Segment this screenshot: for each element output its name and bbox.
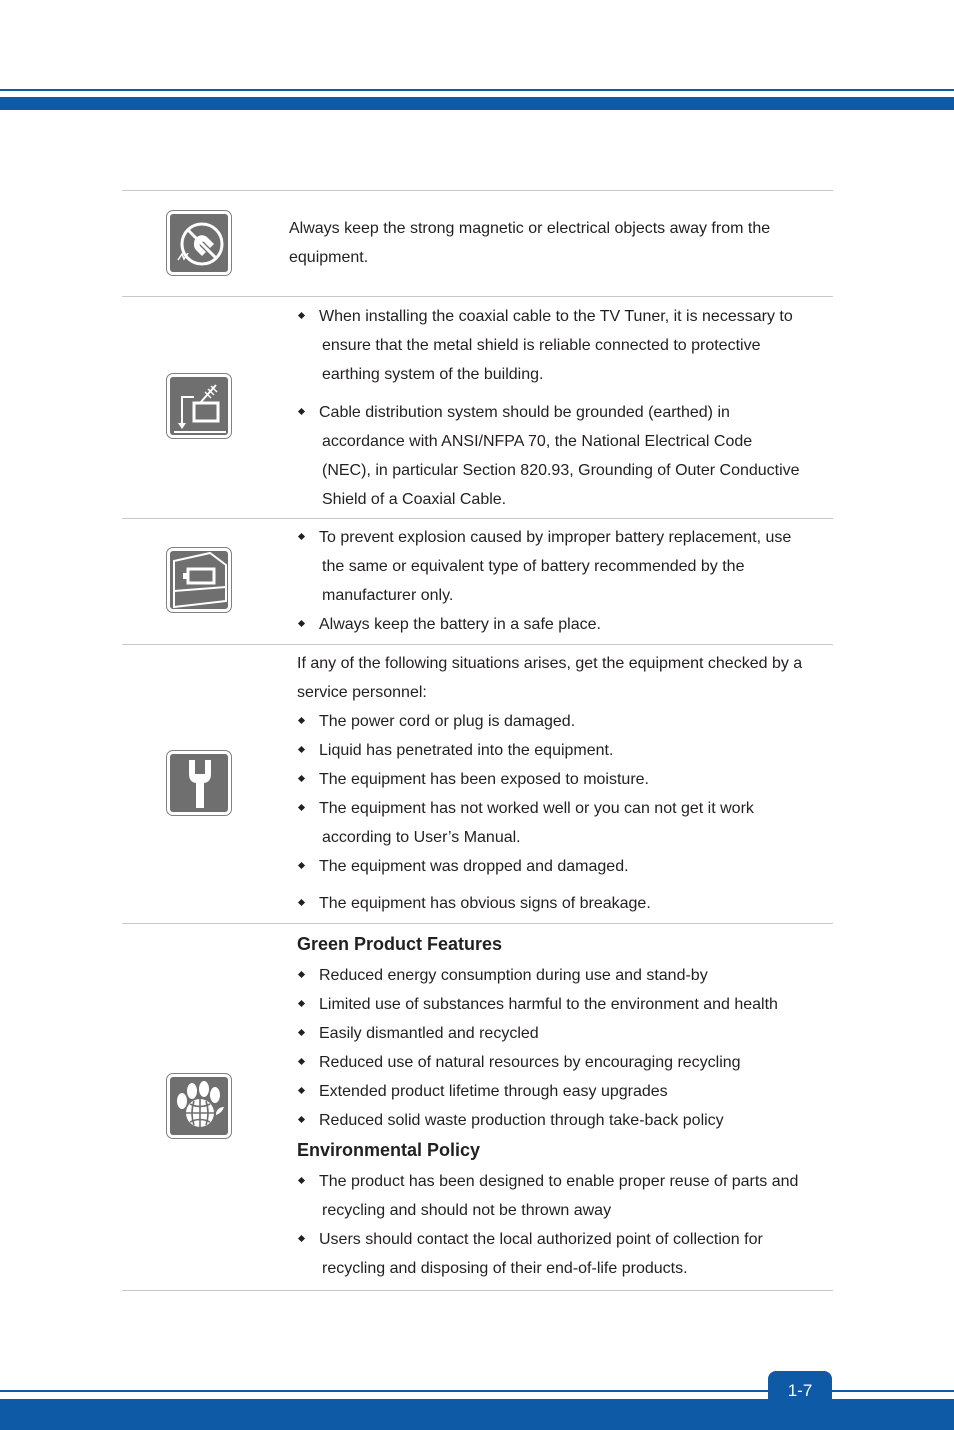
list-item: Reduced use of natural resources by encouraging recycling (297, 1048, 827, 1077)
green-globe-icon (166, 1073, 232, 1139)
section-heading: Green Product Features (297, 934, 503, 954)
page-number: 1-7 (768, 1371, 832, 1407)
list-item: Easily dismantled and recycled (297, 1019, 827, 1048)
intro-line: service personnel: (297, 684, 427, 701)
list-item: Limited use of substances harmful to the environment and health (297, 990, 827, 1019)
safety-table (122, 190, 833, 1291)
header-bar (0, 97, 954, 110)
list-item: To prevent explosion caused by improper battery replacement, use the same or equivalent type of battery recommended by the manufacturer only. (297, 523, 827, 610)
table-row (122, 296, 833, 518)
section-heading: Environmental Policy (297, 1140, 481, 1160)
list-item: Cable distribution system should be grounded (earthed) in accordance with ANSI/NFPA 70, the National Electrical Code (NEC), in particular Section 820.93, Grounding of Outer Conductive Shield of a Coaxial Cable. (297, 398, 827, 514)
list-item: The equipment has obvious signs of breakage. (297, 889, 827, 918)
wrench-icon (166, 750, 232, 816)
list-item: The equipment was dropped and damaged. (297, 852, 827, 881)
row-text-line: Always keep the strong magnetic or electrical objects away from the (289, 220, 771, 237)
list-item: The equipment has not worked well or you can not get it work according to User’s Manual. (297, 794, 827, 852)
intro-line: If any of the following situations arises, get the equipment checked by a (297, 655, 803, 672)
list-item: The power cord or plug is damaged. (297, 707, 827, 736)
table-row (122, 518, 833, 644)
list-item: The product has been designed to enable proper reuse of parts and recycling and should not be thrown away (297, 1167, 827, 1225)
list-item: Liquid has penetrated into the equipment. (297, 736, 827, 765)
battery-icon (166, 547, 232, 613)
tv-antenna-ground-icon (166, 373, 232, 439)
list-item: Always keep the battery in a safe place. (297, 610, 827, 639)
list-item: Users should contact the local authorized point of collection for recycling and disposing of their end-of-life products. (297, 1225, 827, 1283)
header-rule (0, 89, 954, 91)
table-row (122, 923, 833, 1291)
no-magnet-icon (166, 210, 232, 276)
list-item: Reduced solid waste production through take-back policy (297, 1106, 827, 1135)
list-item: Reduced energy consumption during use and stand-by (297, 961, 827, 990)
table-row (122, 190, 833, 296)
list-item: Extended product lifetime through easy upgrades (297, 1077, 827, 1106)
row-text-line: equipment. (289, 249, 369, 266)
list-item: When installing the coaxial cable to the TV Tuner, it is necessary to ensure that the metal shield is reliable connected to protective earthing system of the building. (297, 302, 827, 389)
table-row (122, 644, 833, 923)
list-item: The equipment has been exposed to moisture. (297, 765, 827, 794)
